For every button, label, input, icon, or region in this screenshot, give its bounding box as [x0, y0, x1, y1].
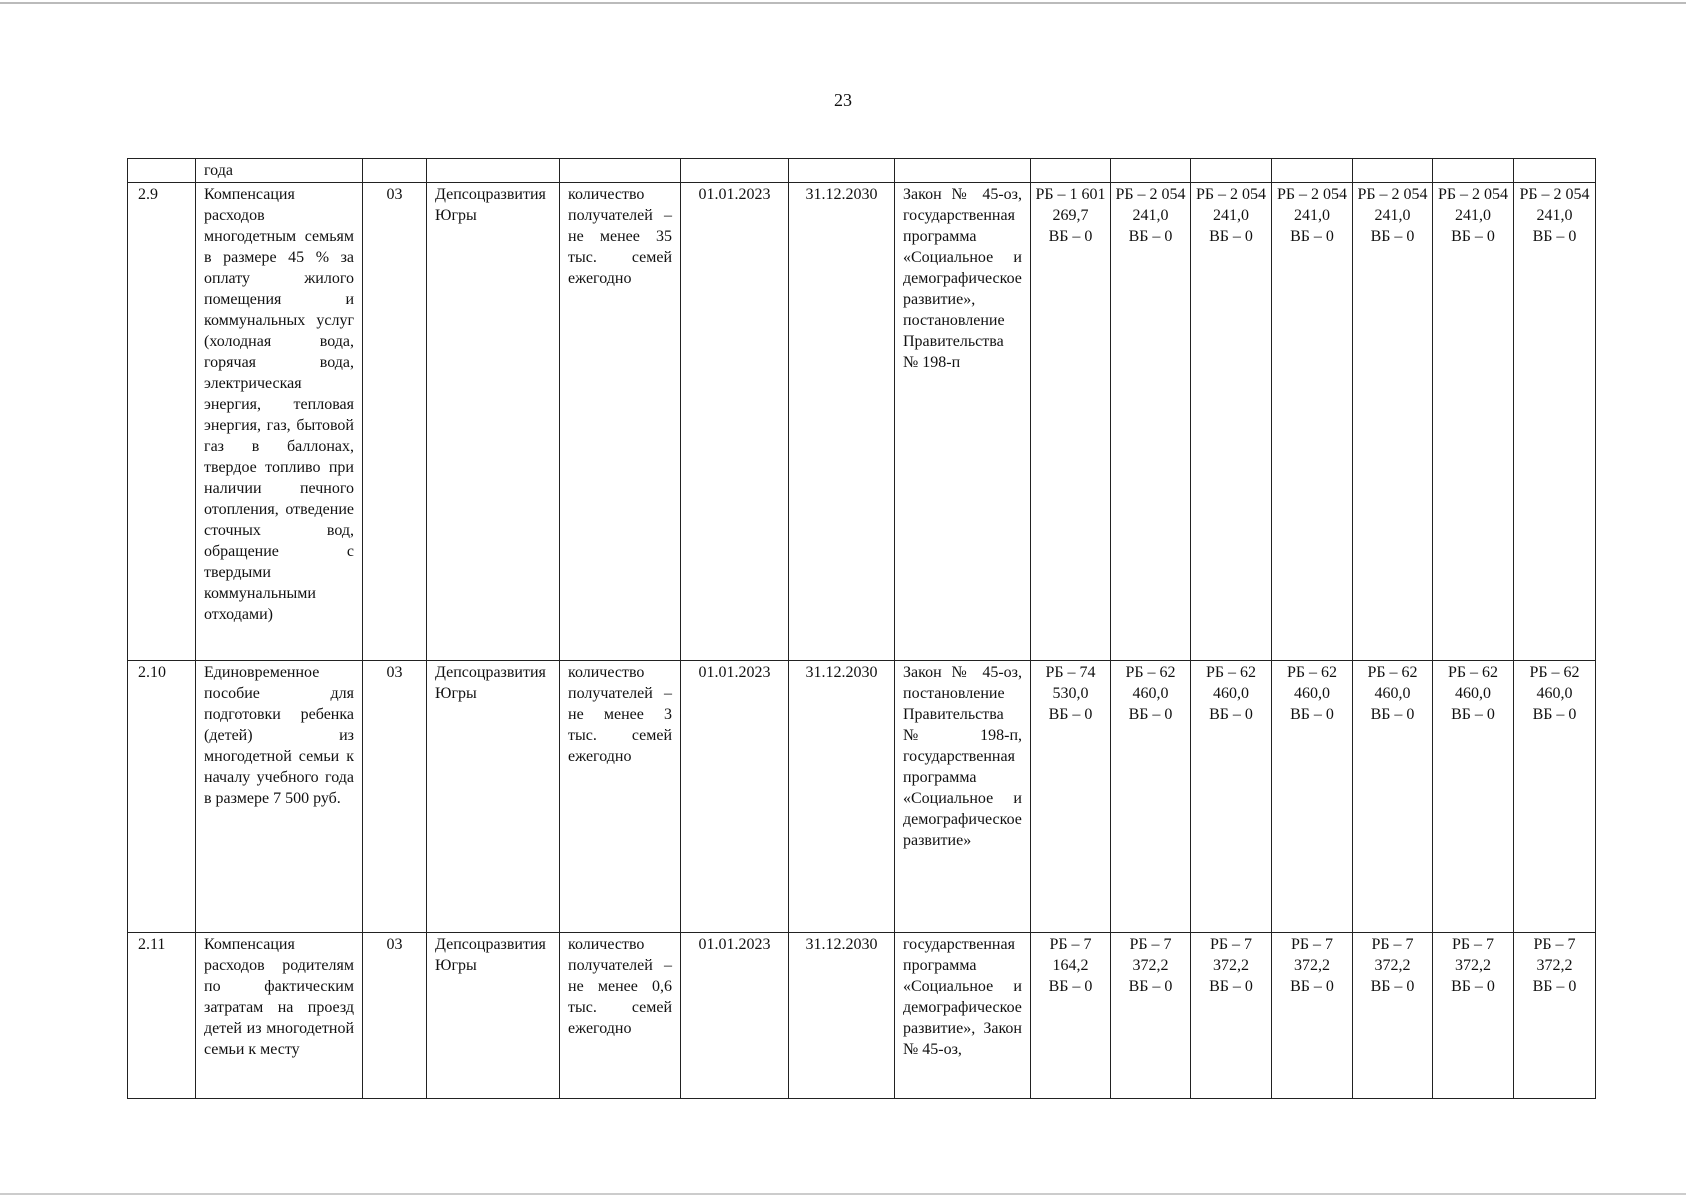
- table-row: [128, 661, 1596, 933]
- funding-amount-cell: [1191, 159, 1272, 183]
- row-number-cell: 2.9: [128, 183, 196, 661]
- code-cell: 03: [363, 661, 427, 933]
- end-date-cell: 31.12.2030: [789, 661, 895, 933]
- end-date-cell: 31.12.2030: [789, 183, 895, 661]
- funding-amount-cell: РБ – 7 372,2 ВБ – 0: [1514, 933, 1596, 1099]
- measures-table: [127, 158, 1596, 1099]
- table-row: [128, 159, 1596, 183]
- start-date-cell: 01.01.2023: [681, 183, 789, 661]
- funding-amount-cell: РБ – 2 054 241,0 ВБ – 0: [1191, 183, 1272, 661]
- funding-amount-cell: РБ – 7 372,2 ВБ – 0: [1111, 933, 1191, 1099]
- code-cell: 03: [363, 183, 427, 661]
- funding-amount-cell: РБ – 62 460,0 ВБ – 0: [1111, 661, 1191, 933]
- scan-bottom-edge: [0, 1193, 1686, 1195]
- funding-amount-cell: [1433, 159, 1514, 183]
- funding-amount-cell: РБ – 62 460,0 ВБ – 0: [1272, 661, 1353, 933]
- funding-amount-cell: РБ – 2 054 241,0 ВБ – 0: [1111, 183, 1191, 661]
- code-cell: 03: [363, 933, 427, 1099]
- funding-amount-cell: РБ – 2 054 241,0 ВБ – 0: [1433, 183, 1514, 661]
- row-number-cell: 2.11: [128, 933, 196, 1099]
- funding-amount-cell: РБ – 7 372,2 ВБ – 0: [1353, 933, 1433, 1099]
- start-date-cell: [681, 159, 789, 183]
- indicator-cell: количество получателей – не менее 3 тыс. семей ежегодно: [560, 661, 681, 933]
- executor-cell: [427, 159, 560, 183]
- funding-amount-cell: [1031, 159, 1111, 183]
- funding-amount-cell: РБ – 2 054 241,0 ВБ – 0: [1514, 183, 1596, 661]
- funding-amount-cell: [1353, 159, 1433, 183]
- table-row: [128, 183, 1596, 661]
- legal-basis-cell: государственная программа «Социальное и демографическое развитие», Закон № 45-оз,: [895, 933, 1031, 1099]
- funding-amount-cell: РБ – 62 460,0 ВБ – 0: [1353, 661, 1433, 933]
- end-date-cell: 31.12.2030: [789, 933, 895, 1099]
- start-date-cell: 01.01.2023: [681, 661, 789, 933]
- funding-amount-cell: РБ – 7 372,2 ВБ – 0: [1272, 933, 1353, 1099]
- legal-basis-cell: Закон № 45-оз, постановление Правительства № 198-п, государственная программа «Социальное и демографическое развитие»: [895, 661, 1031, 933]
- table-row: [128, 933, 1596, 1099]
- executor-cell: Депсоцразвития Югры: [427, 183, 560, 661]
- funding-amount-cell: РБ – 7 372,2 ВБ – 0: [1433, 933, 1514, 1099]
- measure-name-cell: Компенсация расходов многодетным семьям в размере 45 % за оплату жилого помещения и коммунальных услуг (холодная вода, горячая вода, электрическая энергия, тепловая энергия, газ, бытовой газ в баллонах, твердое топливо при наличии печного отопления, отведение сточных вод, обращение с твердыми коммунальными отходами): [196, 183, 363, 661]
- scan-top-edge: [0, 2, 1686, 4]
- funding-amount-cell: РБ – 62 460,0 ВБ – 0: [1433, 661, 1514, 933]
- funding-amount-cell: РБ – 62 460,0 ВБ – 0: [1514, 661, 1596, 933]
- funding-amount-cell: РБ – 7 164,2 ВБ – 0: [1031, 933, 1111, 1099]
- funding-amount-cell: РБ – 74 530,0 ВБ – 0: [1031, 661, 1111, 933]
- indicator-cell: [560, 159, 681, 183]
- measure-name-cell: Компенсация расходов родителям по фактическим затратам на проезд детей из многодетной семьи к месту: [196, 933, 363, 1099]
- row-number-cell: 2.10: [128, 661, 196, 933]
- funding-amount-cell: РБ – 7 372,2 ВБ – 0: [1191, 933, 1272, 1099]
- indicator-cell: количество получателей – не менее 35 тыс. семей ежегодно: [560, 183, 681, 661]
- funding-amount-cell: [1272, 159, 1353, 183]
- page-number: 23: [834, 90, 852, 110]
- code-cell: [363, 159, 427, 183]
- measure-name-cell: Единовременное пособие для подготовки ребенка (детей) из многодетной семьи к началу учебного года в размере 7 500 руб.: [196, 661, 363, 933]
- funding-amount-cell: РБ – 62 460,0 ВБ – 0: [1191, 661, 1272, 933]
- executor-cell: Депсоцразвития Югры: [427, 661, 560, 933]
- funding-amount-cell: [1111, 159, 1191, 183]
- measure-name-cell: года: [196, 159, 363, 183]
- legal-basis-cell: Закон № 45-оз, государственная программа «Социальное и демографическое развитие», постановление Правительства № 198-п: [895, 183, 1031, 661]
- start-date-cell: 01.01.2023: [681, 933, 789, 1099]
- legal-basis-cell: [895, 159, 1031, 183]
- funding-amount-cell: РБ – 1 601 269,7 ВБ – 0: [1031, 183, 1111, 661]
- funding-amount-cell: РБ – 2 054 241,0 ВБ – 0: [1353, 183, 1433, 661]
- end-date-cell: [789, 159, 895, 183]
- row-number-cell: [128, 159, 196, 183]
- funding-amount-cell: [1514, 159, 1596, 183]
- executor-cell: Депсоцразвития Югры: [427, 933, 560, 1099]
- indicator-cell: количество получателей – не менее 0,6 тыс. семей ежегодно: [560, 933, 681, 1099]
- funding-amount-cell: РБ – 2 054 241,0 ВБ – 0: [1272, 183, 1353, 661]
